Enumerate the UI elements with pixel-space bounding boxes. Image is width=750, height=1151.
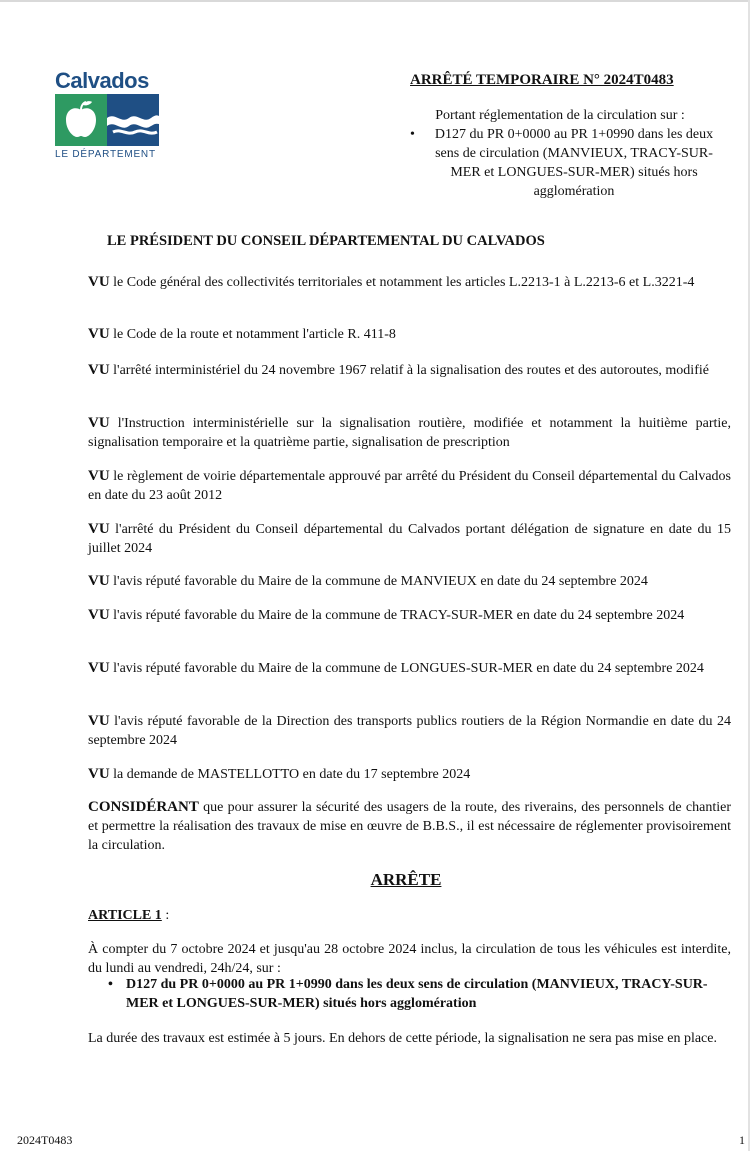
vu-text: l'avis réputé favorable du Maire de la commune de TRACY-SUR-MER en date du 24 septembre 2024	[113, 608, 685, 623]
article-1-duration: La durée des travaux est estimée à 5 jours. En dehors de cette période, la signalisation ne sera pas mise en place.	[88, 1031, 717, 1046]
vu-paragraph	[88, 467, 731, 505]
vu-label: VU	[88, 660, 110, 676]
vu-paragraph	[88, 273, 731, 292]
logo-subtitle: LE DÉPARTEMENT	[55, 149, 156, 160]
arrete-heading: ARRÊTE	[370, 870, 442, 889]
arrete-title: ARRÊTÉ TEMPORAIRE N° 2024T0483	[410, 72, 674, 88]
president-heading: LE PRÉSIDENT DU CONSEIL DÉPARTEMENTAL DU CALVADOS	[107, 233, 545, 249]
vu-label: VU	[88, 713, 110, 729]
considerant-text: que pour assurer la sécurité des usagers de la route, des riverains, des personnels de chantier et permettre la réalisation des travaux de mise en œuvre de B.B.S., il est nécessaire de réglementer provisoirement la circulation.	[88, 800, 732, 853]
calvados-logo	[52, 70, 168, 160]
article-1-label	[88, 908, 169, 924]
logo-emblem	[55, 94, 168, 146]
vu-text: le Code général des collectivités territoriales et notamment les articles L.2213-1 à L.2213-6 et L.3221-4	[113, 275, 695, 290]
vu-label: VU	[88, 573, 110, 589]
article-1-title: ARTICLE 1	[88, 908, 162, 923]
portant-intro: Portant réglementation de la circulation sur :	[435, 108, 685, 123]
vu-text: le Code de la route et notamment l'article R. 411-8	[113, 327, 396, 342]
vu-paragraph	[88, 520, 731, 558]
considerant-paragraph	[88, 798, 731, 855]
page-number: 1	[739, 1133, 745, 1147]
vu-paragraph	[88, 659, 731, 678]
vu-label: VU	[88, 274, 110, 290]
portant-item: • D127 du PR 0+0000 au PR 1+0990 dans les deux sens de circulation (MANVIEUX, TRACY-SUR-MER et LONGUES-SUR-MER) situés hors agglomération	[400, 125, 720, 201]
vu-label: VU	[88, 521, 110, 537]
sea-waves-icon	[107, 94, 159, 146]
article-1-intro: À compter du 7 octobre 2024 et jusqu'au 28 octobre 2024 inclus, la circulation de tous les véhicules est interdite, du lundi au vendredi, 24h/24, sur :	[88, 942, 731, 976]
logo-wordmark: Calvados	[55, 68, 149, 93]
article-1-bullet	[108, 975, 731, 1013]
article-1-colon: :	[161, 908, 170, 923]
vu-paragraph	[88, 325, 731, 344]
vu-label: VU	[88, 468, 110, 484]
vu-text: la demande de MASTELLOTTO en date du 17 septembre 2024	[113, 767, 471, 782]
vu-label: VU	[88, 326, 110, 342]
vu-paragraph	[88, 765, 731, 784]
vu-label: VU	[88, 362, 110, 378]
vu-text: l'arrêté interministériel du 24 novembre 1967 relatif à la signalisation des routes et des autoroutes, modifié	[113, 363, 709, 378]
vu-paragraph	[88, 606, 731, 625]
vu-label: VU	[88, 766, 110, 782]
bullet-icon: •	[108, 977, 113, 992]
vu-paragraph	[88, 572, 731, 591]
vu-text: l'arrêté du Président du Conseil départemental du Calvados portant délégation de signature en date du 15 juillet 2024	[88, 522, 731, 556]
portant-list	[400, 125, 720, 201]
considerant-label: CONSIDÉRANT	[88, 799, 199, 815]
vu-text: l'avis réputé favorable du Maire de la commune de MANVIEUX en date du 24 septembre 2024	[113, 574, 648, 589]
article-1-bullet-text: D127 du PR 0+0000 au PR 1+0990 dans les deux sens de circulation (MANVIEUX, TRACY-SUR-MER et LONGUES-SUR-MER) situés hors agglomération	[126, 977, 708, 1011]
page-edge-top	[0, 0, 750, 2]
apple-icon	[55, 94, 107, 146]
vu-text: l'Instruction interministérielle sur la signalisation routière, modifiée et notamment la huitième partie, signalisation temporaire et la quatrième partie, signalisation de prescription	[88, 416, 732, 450]
vu-label: VU	[88, 607, 110, 623]
vu-paragraph	[88, 712, 731, 750]
vu-label: VU	[88, 415, 110, 431]
vu-text: l'avis réputé favorable de la Direction des transports publics routiers de la Région Normandie en date du 24 septembre 2024	[88, 714, 732, 748]
vu-paragraph	[88, 414, 731, 452]
footer-reference: 2024T0483	[17, 1133, 73, 1147]
vu-paragraph	[88, 361, 731, 380]
vu-text: le règlement de voirie départementale approuvé par arrêté du Président du Conseil départemental du Calvados en date du 23 août 2012	[88, 469, 732, 503]
portant-block	[400, 106, 720, 201]
vu-text: l'avis réputé favorable du Maire de la commune de LONGUES-SUR-MER en date du 24 septembre 2024	[113, 661, 704, 676]
